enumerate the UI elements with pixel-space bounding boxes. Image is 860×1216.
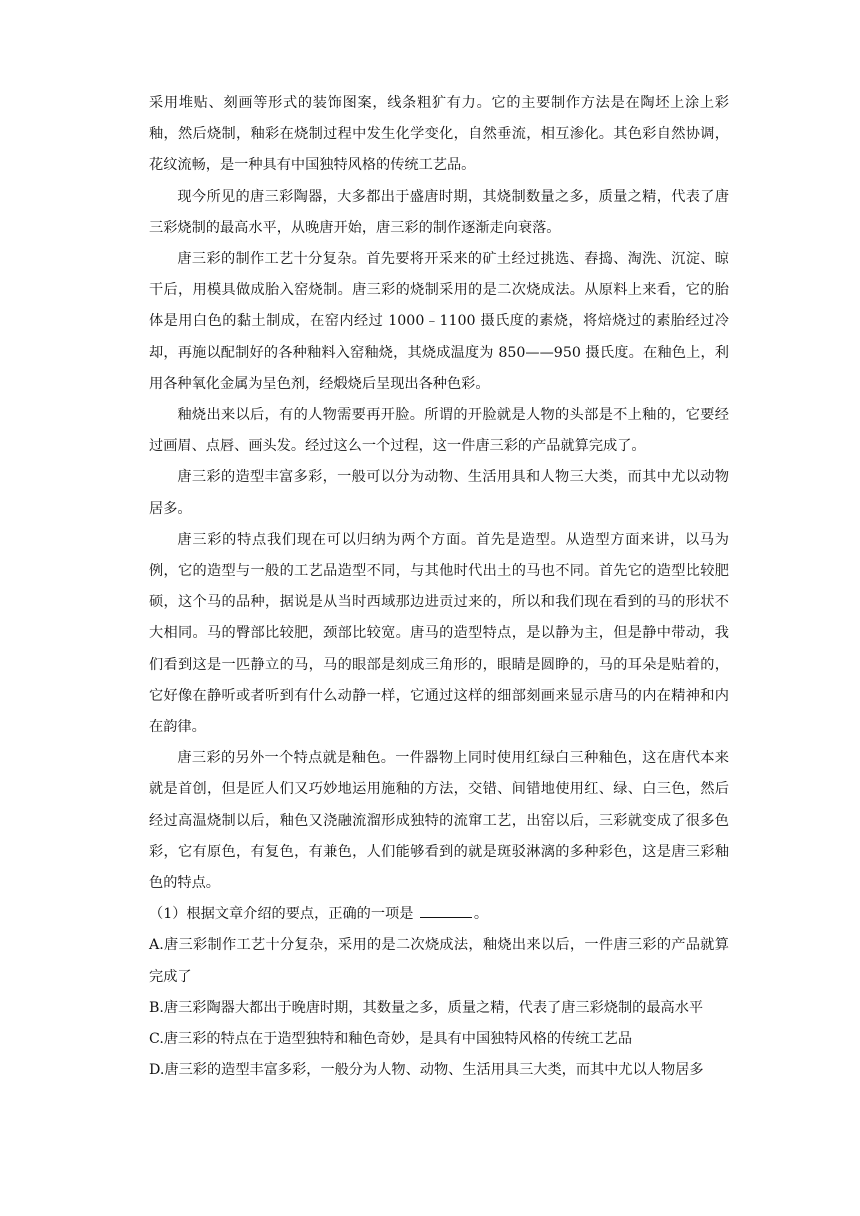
answer-blank[interactable]	[420, 903, 472, 918]
article-paragraph-7: 唐三彩的另外一个特点就是釉色。一件器物上同时使用红绿白三种釉色，这在唐代本来就是首创，但是匠人们又巧妙地运用施釉的方法，交错、间错地使用红、绿、白三色，然后经过高温烧制以后，釉色又浇融流溜形成独特的流窜工艺，出窑以后，三彩就变成了很多色彩，它有原色，有复色，有兼色，人们能够看到的就是斑驳淋漓的多种彩色，这是唐三彩釉色的特点。	[149, 750, 729, 892]
article-body	[149, 88, 729, 899]
question-stem	[149, 899, 729, 930]
question-stem-text: （1）根据文章介绍的要点，正确的一项是	[149, 906, 418, 923]
option-d: D.唐三彩的造型丰富多彩，一般分为人物、动物、生活用具三大类，而其中尤以人物居多	[149, 1062, 704, 1079]
article-paragraph-6: 唐三彩的特点我们现在可以归纳为两个方面。首先是造型。从造型方面来讲，以马为例，它的造型与一般的工艺品造型不同，与其他时代出土的马也不同。首先它的造型比较肥硕，这个马的品种，据说是从当时西域那边进贡过来的，所以和我们现在看到的马的形状不大相同。马的臀部比较肥，颈部比较宽。唐马的造型特点，是以静为主，但是静中带动，我们看到这是一匹静立的马，马的眼部是刻成三角形的，眼睛是圆睁的，马的耳朵是贴着的，它好像在静听或者听到有什么动静一样，它通过这样的细部刻画来显示唐马的内在精神和内在韵律。	[149, 531, 729, 736]
article-paragraph-3: 唐三彩的制作工艺十分复杂。首先要将开采来的矿土经过挑选、舂捣、淘洗、沉淀、晾干后，用模具做成胎入窑烧制。唐三彩的烧制采用的是二次烧成法。从原料上来看，它的胎体是用白色的黏土制成，在窑内经过 1000﹣1100 摄氏度的素烧，将焙烧过的素胎经过冷却，再施以配制好的各种釉料入窑釉烧，其烧成温度为 850——950 摄氏度。在釉色上，利用各种氧化金属为呈色剂，经煅烧后呈现出各种色彩。	[149, 251, 729, 392]
question-stem-end: 。	[473, 906, 489, 923]
option-a: A.唐三彩制作工艺十分复杂，采用的是二次烧成法，釉烧出来以后，一件唐三彩的产品就算完成了	[149, 937, 729, 985]
article-paragraph-2: 现今所见的唐三彩陶器，大多都出于盛唐时期，其烧制数量之多，质量之精，代表了唐三彩烧制的最高水平，从晚唐开始，唐三彩的制作逐渐走向衰落。	[149, 188, 729, 236]
option-c: C.唐三彩的特点在于造型独特和釉色奇妙，是具有中国独特风格的传统工艺品	[149, 1031, 633, 1048]
article-paragraph-4: 釉烧出来以后，有的人物需要再开脸。所谓的开脸就是人物的头部是不上釉的，它要经过画眉、点唇、画头发。经过这么一个过程，这一件唐三彩的产品就算完成了。	[149, 407, 729, 455]
article-paragraph-5: 唐三彩的造型丰富多彩，一般可以分为动物、生活用具和人物三大类，而其中尤以动物居多。	[149, 469, 729, 517]
question-block	[149, 899, 729, 1086]
option-b: B.唐三彩陶器大都出于晚唐时期，其数量之多，质量之精，代表了唐三彩烧制的最高水平	[149, 999, 704, 1016]
document-page	[149, 88, 729, 1087]
article-paragraph-1: 采用堆贴、刻画等形式的装饰图案，线条粗犷有力。它的主要制作方法是在陶坯上涂上彩釉，然后烧制，釉彩在烧制过程中发生化学变化，自然垂流，相互渗化。其色彩自然协调，花纹流畅，是一种具有中国独特风格的传统工艺品。	[149, 95, 729, 174]
